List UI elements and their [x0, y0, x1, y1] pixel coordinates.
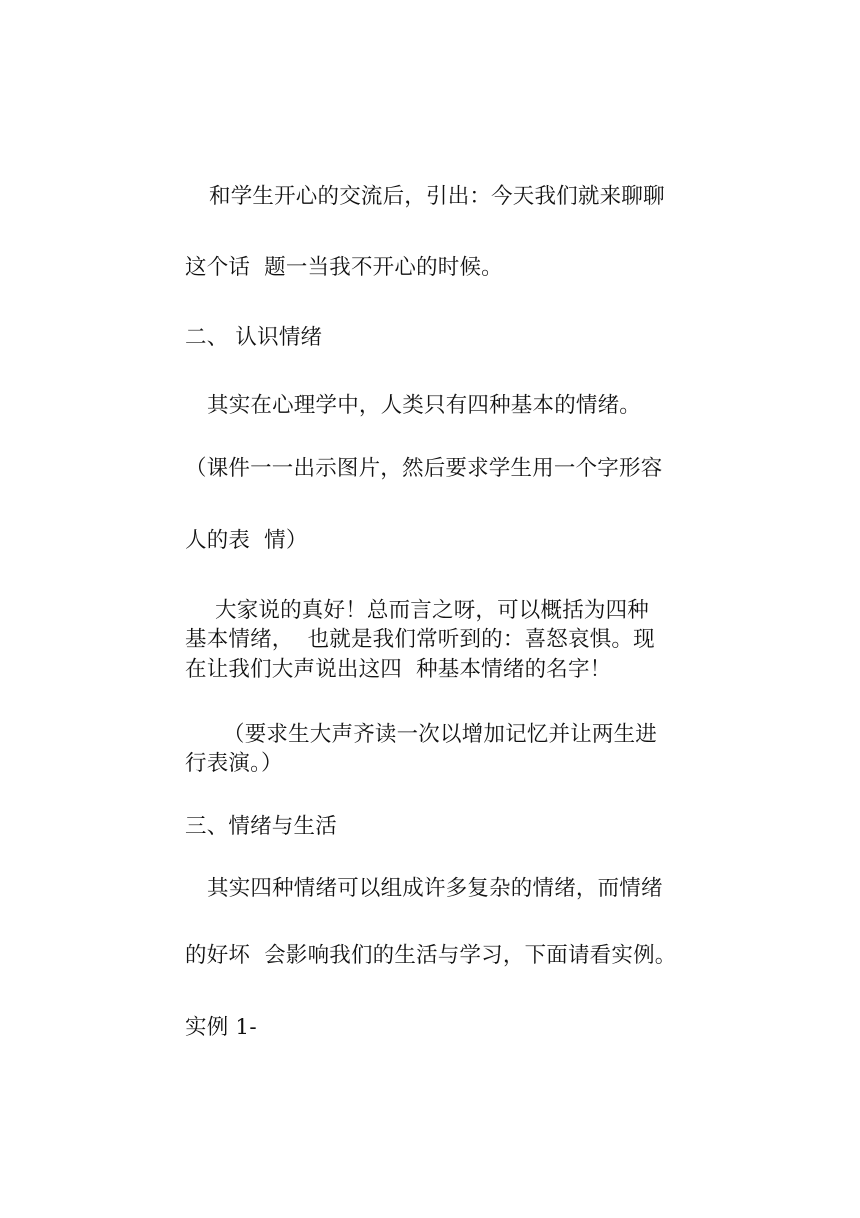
paragraph-line: 和学生开心的交流后，引出：今天我们就来聊聊: [209, 184, 665, 209]
paragraph-line: 在让我们大声说出这四 种基本情绪的名字！: [185, 657, 612, 682]
section-heading: 三、情绪与生活: [185, 814, 337, 839]
paragraph-line: 行表演。）: [185, 751, 283, 776]
paragraph-line: 其实在心理学中，人类只有四种基本的情绪。: [207, 393, 642, 418]
paragraph-line: 基本情绪， 也就是我们常听到的：喜怒哀惧。现: [185, 627, 655, 652]
section-heading: 二、 认识情绪: [185, 325, 323, 350]
paragraph-line: 人的表 情）: [185, 528, 308, 553]
paragraph-line: （课件一一出示图片，然后要求学生用一个字形容: [185, 456, 663, 481]
paragraph-line: 这个话 题一当我不开心的时候。: [185, 255, 503, 280]
paragraph-line: （要求生大声齐读一次以增加记忆并让两生进: [223, 722, 658, 747]
paragraph-line: 大家说的真好！总而言之呀，可以概括为四种: [215, 598, 650, 623]
paragraph-line: 的好坏 会影响我们的生活与学习，下面请看实例。: [185, 943, 677, 968]
paragraph-line: 实例 1-: [185, 1015, 257, 1040]
paragraph-line: 其实四种情绪可以组成许多复杂的情绪，而情绪: [207, 876, 663, 901]
